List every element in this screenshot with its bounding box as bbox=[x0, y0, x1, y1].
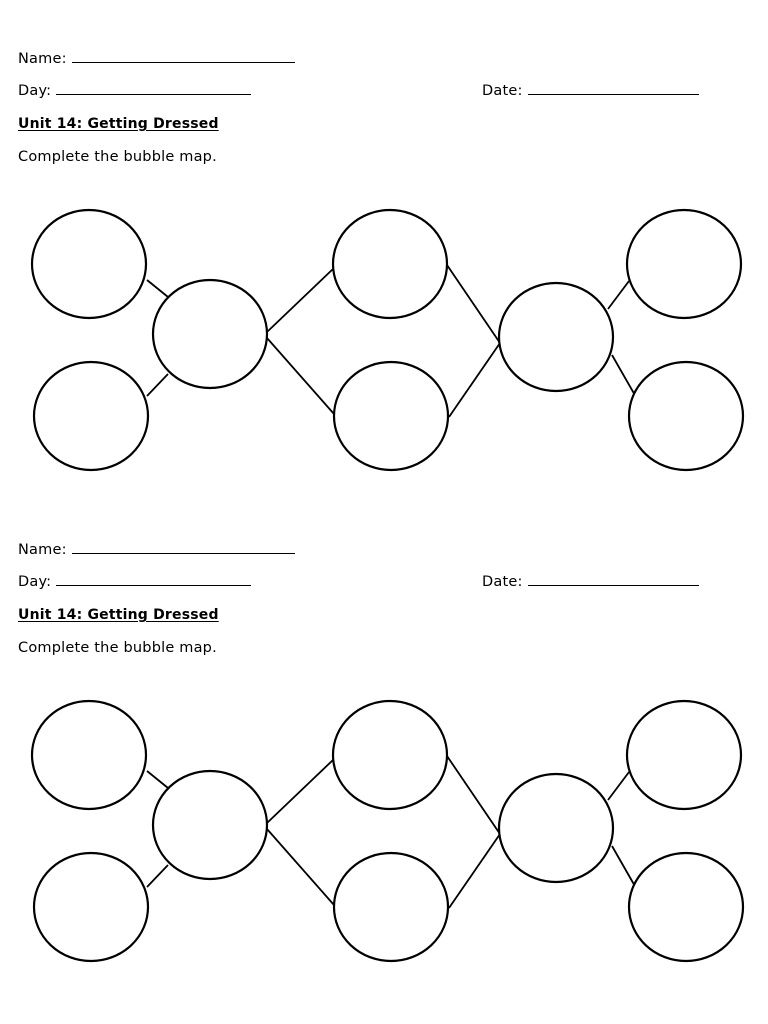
day-row bbox=[18, 82, 251, 100]
instructions: Complete the bubble map. bbox=[18, 640, 217, 656]
center-bubble[interactable] bbox=[153, 280, 267, 388]
name-blank[interactable] bbox=[72, 541, 295, 554]
bubble[interactable] bbox=[32, 210, 146, 318]
name-row bbox=[18, 50, 295, 68]
connector-line bbox=[449, 834, 500, 908]
connector-line bbox=[267, 829, 334, 905]
center-bubble[interactable] bbox=[153, 771, 267, 879]
connector-line bbox=[147, 374, 168, 396]
connector-line bbox=[447, 756, 500, 834]
connector-line bbox=[147, 280, 168, 297]
date-blank[interactable] bbox=[528, 82, 699, 95]
center-bubble[interactable] bbox=[499, 283, 613, 391]
day-blank[interactable] bbox=[56, 573, 251, 586]
instructions: Complete the bubble map. bbox=[18, 149, 217, 165]
day-label: Day: bbox=[18, 83, 52, 99]
connector-line bbox=[612, 355, 636, 397]
name-label: Name: bbox=[18, 542, 67, 558]
bubble[interactable] bbox=[34, 853, 148, 961]
day-blank[interactable] bbox=[56, 82, 251, 95]
bubble[interactable] bbox=[334, 853, 448, 961]
worksheet-2 bbox=[0, 491, 768, 981]
bubble[interactable] bbox=[32, 701, 146, 809]
bubble[interactable] bbox=[629, 853, 743, 961]
bubble[interactable] bbox=[627, 701, 741, 809]
bubble-map bbox=[0, 691, 768, 971]
bubble-map bbox=[0, 200, 768, 480]
worksheet-1 bbox=[0, 0, 768, 490]
date-label: Date: bbox=[482, 83, 523, 99]
name-blank[interactable] bbox=[72, 50, 295, 63]
bubble[interactable] bbox=[34, 362, 148, 470]
connector-line bbox=[449, 343, 500, 417]
bubble[interactable] bbox=[629, 362, 743, 470]
connector-line bbox=[612, 846, 636, 888]
connector-line bbox=[147, 865, 168, 887]
unit-title: Unit 14: Getting Dressed bbox=[18, 116, 219, 132]
center-bubble[interactable] bbox=[499, 774, 613, 882]
day-label: Day: bbox=[18, 574, 52, 590]
connector-line bbox=[147, 771, 168, 788]
date-row bbox=[482, 82, 699, 100]
unit-title: Unit 14: Getting Dressed bbox=[18, 607, 219, 623]
connector-line bbox=[267, 759, 334, 823]
day-row bbox=[18, 573, 251, 591]
name-row bbox=[18, 541, 295, 559]
connector-line bbox=[267, 338, 334, 414]
bubble[interactable] bbox=[627, 210, 741, 318]
date-blank[interactable] bbox=[528, 573, 699, 586]
connector-line bbox=[267, 268, 334, 332]
connector-line bbox=[447, 265, 500, 343]
bubble[interactable] bbox=[333, 210, 447, 318]
date-label: Date: bbox=[482, 574, 523, 590]
connector-line bbox=[608, 772, 629, 800]
date-row bbox=[482, 573, 699, 591]
bubble[interactable] bbox=[333, 701, 447, 809]
bubble[interactable] bbox=[334, 362, 448, 470]
name-label: Name: bbox=[18, 51, 67, 67]
connector-line bbox=[608, 281, 629, 309]
